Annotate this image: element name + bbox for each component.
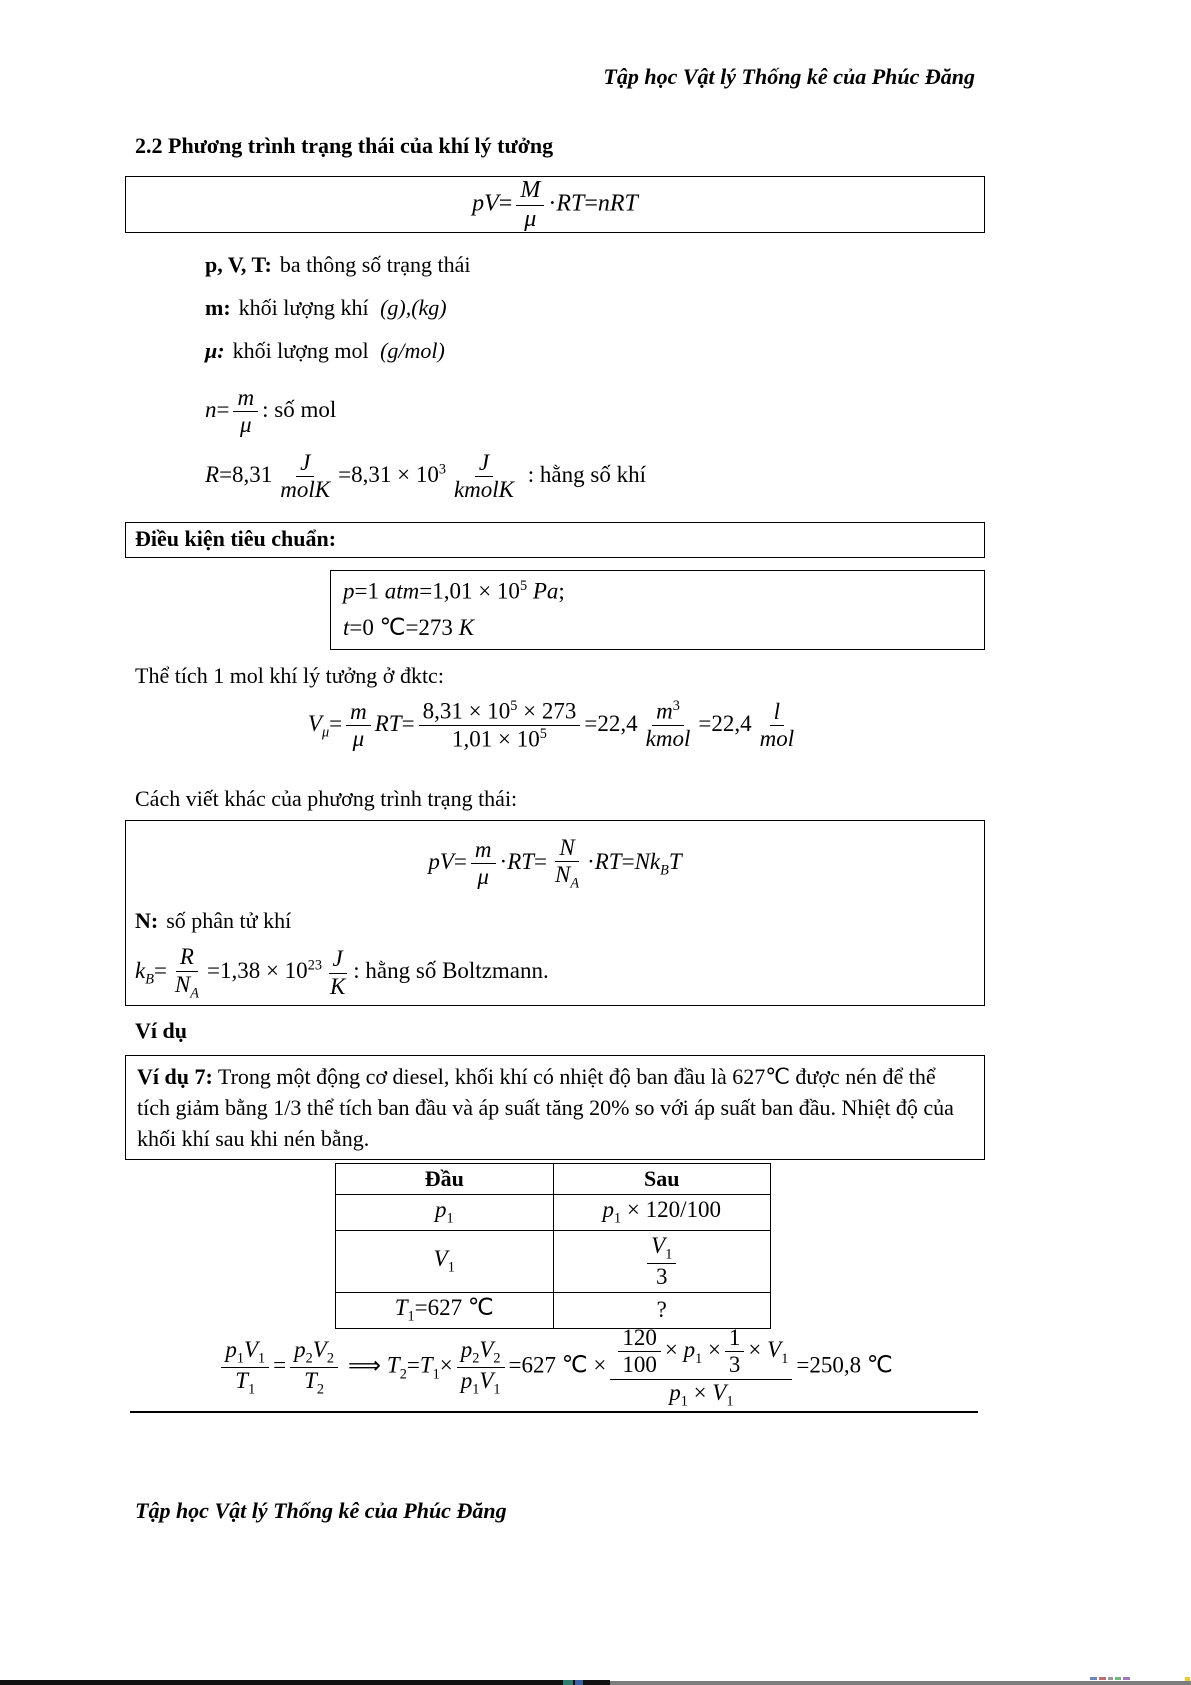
fraction: $\frac{m}{\mu}$ — [346, 699, 371, 753]
fraction: $\frac{m}{\mu}$ — [471, 837, 496, 891]
cell-v2 — [553, 1230, 771, 1292]
solution-formula: $\frac{p_1V_1}{T_1}$ = $\frac{p_2V_2}{T_2}$ ⟹ $T_2=T_1\times$ $\frac{p_2V_2}{p_1V_1}$ =627 ℃ × $\frac{120}{100}$ × $p_1$ × $\frac{1}{3}$ × $V_1$ $p_1 \times V_1$ =250,8 ℃ — [125, 1325, 985, 1410]
section-title: 2.2 Phương trình trạng thái của khí lý tưởng — [135, 133, 554, 158]
standard-conditions-banner: Điều kiện tiêu chuẩn: — [125, 522, 985, 558]
bottom-bar-speck — [1108, 1677, 1113, 1680]
implies-arrow: ⟹ — [347, 1352, 381, 1379]
fraction: $\frac{p_1V_1}{T_1}$ — [221, 1337, 269, 1398]
fraction: $\frac{1}{3}$ — [725, 1325, 745, 1379]
page-header: Tập học Vật lý Thống kê của Phúc Đăng — [603, 64, 975, 89]
bottom-bar-speck — [575, 1680, 583, 1685]
alt-form-formula: pV= $\frac{m}{\mu}$ ·RT= $\frac{N}{N_A}$ $\cdot RT=Nk_BT$ — [428, 835, 682, 893]
table-row-volume — [336, 1230, 771, 1292]
bottom-bar — [0, 1676, 1191, 1685]
fraction: $\frac{J}{K}$ — [329, 946, 346, 999]
definition-pvt: p, V, T: ba thông số trạng thái — [205, 252, 471, 277]
definition-m: m: khối lượng khí (g),(kg) — [205, 295, 447, 320]
fraction: $\frac{m^3}{\text{kmol}}$ — [645, 698, 691, 752]
molar-volume-formula: $V_\mu=$ $\frac{m}{\mu}$ RT= $\frac{8,31 \times 10^5 \times 273}{1,01 \times 10^5}$ =22,4 $\frac{m^3}{\text{kmol}}$ =22,4 $\frac{l}{\text{mol}}$ — [125, 698, 985, 753]
fraction: $\frac{p_2V_2}{T_2}$ — [290, 1337, 338, 1398]
bottom-bar-speck — [1123, 1677, 1130, 1680]
table-row-temperature — [336, 1293, 771, 1329]
cell-p1: $p_1$ — [336, 1195, 554, 1231]
fraction: $\frac{J}{\text{kmolK}}$ — [453, 450, 515, 503]
fraction: $\frac{V_1}{3}$ — [647, 1233, 676, 1290]
bottom-bar-speck — [1090, 1677, 1097, 1680]
bottom-bar-speck — [1099, 1677, 1106, 1680]
bottom-bar-gray-segment — [610, 1681, 1191, 1685]
bottom-bar-dark-segment — [0, 1680, 610, 1685]
page-footer: Tập học Vật lý Thống kê của Phúc Đăng — [135, 1498, 507, 1523]
cell-t2: ? — [553, 1293, 771, 1329]
cell-v1: $V_1$ — [336, 1230, 554, 1292]
definition-mu: μ: khối lượng mol (g/mol) — [205, 338, 445, 363]
cell-p2: $p_1 \times 120/100$ — [553, 1195, 771, 1231]
table-header-row — [336, 1164, 771, 1195]
bottom-bar-speck — [1115, 1677, 1121, 1680]
fraction: $\frac{120}{100}$ — [618, 1325, 661, 1379]
table-row-pressure — [336, 1195, 771, 1231]
table-header-dau: Đầu — [336, 1164, 554, 1195]
fraction: $\frac{R}{N_A}$ — [174, 944, 199, 1002]
alt-form-intro: Cách viết khác của phương trình trạng thái: — [135, 786, 518, 811]
definition-n: n= $\frac{m}{\mu}$ : số mol — [205, 385, 337, 438]
example7-box: Ví dụ 7: Trong một động cơ diesel, khối khí có nhiệt độ ban đầu là 627℃ được nén để thể tích giảm bằng 1/3 thể tích ban đầu và áp suất tăng 20% so với áp suất ban đầu. Nhiệt độ của khối khí sau khi nén bằng. — [125, 1055, 985, 1160]
standard-conditions-box — [330, 570, 985, 650]
boltzmann-line: $k_B=$ $\frac{R}{N_A}$ $=1,38 \times 10^{23}$ $\frac{J}{K}$ : hằng số Boltzmann. — [135, 944, 549, 1002]
bottom-bar-speck — [563, 1680, 573, 1685]
pressure-line: p=1 $atm=1,01 \times 10^5$ Pa; — [343, 578, 565, 604]
fraction: $\frac{m}{\mu}$ — [233, 385, 258, 439]
temperature-line: t=0 ℃=273 K — [343, 614, 475, 640]
fraction: $\frac{p_2V_2}{p_1V_1}$ — [457, 1337, 505, 1398]
examples-heading: Ví dụ — [135, 1018, 187, 1043]
alt-form-box — [125, 820, 985, 1006]
fraction: $\frac{M}{\mu}$ — [516, 177, 544, 233]
divider-line — [130, 1411, 978, 1413]
example-table — [335, 1163, 771, 1329]
definition-r: R=8,31 $\frac{J}{\text{molK}}$ $=8,31 \times 10^3$ $\frac{J}{\text{kmolK}}$ : hằng số khí — [205, 450, 646, 503]
cell-t1: $T_1=627$ ℃ — [336, 1293, 554, 1329]
state-equation-box: pV= $\frac{M}{\mu}$ ·RT=nRT — [125, 176, 985, 233]
big-fraction: $\frac{120}{100}$ × $p_1$ × $\frac{1}{3}$ × $V_1$ $p_1 \times V_1$ — [610, 1325, 792, 1410]
fraction: $\frac{l}{\text{mol}}$ — [759, 698, 795, 752]
table-header-sau: Sau — [553, 1164, 771, 1195]
fraction: $\frac{J}{\text{molK}}$ — [280, 450, 331, 503]
formula-part: pV — [472, 190, 499, 217]
fraction: $\frac{8,31 \times 10^5 \times 273}{1,01 \times 10^5}$ — [419, 698, 581, 753]
fraction: $\frac{N}{N_A}$ — [555, 835, 580, 893]
molar-volume-intro: Thể tích 1 mol khí lý tưởng ở đktc: — [135, 663, 444, 688]
n-definition: N: số phân tử khí — [135, 908, 292, 934]
